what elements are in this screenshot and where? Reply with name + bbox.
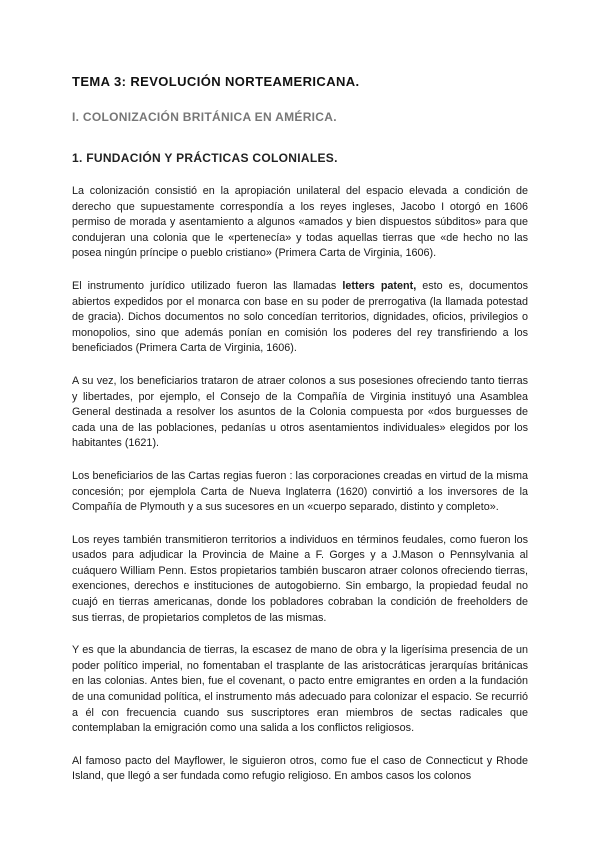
paragraph-5: Los reyes también transmitieron territorios a individuos en términos feudales, como fueron los usados para adjudicar la Provincia de Maine a F. Gorges y a J.Mason o Pennsylvania al cuáquero William Penn. Estos propietarios también buscaron atraer colonos ofreciendo tierras, exenciones, derechos e instituciones de autogobierno. Sin embargo, la propiedad feudal no cuajó en tierras americanas, donde los pobladores cobraban la condición de freeholders de sus tierras, de propietarios completos de las mismas. [72, 533, 528, 624]
paragraph-3: A su vez, los beneficiarios trataron de atraer colonos a sus posesiones ofreciendo tanto tierras y libertades, por ejemplo, el Consejo de la Compañía de Virginia instituyó una Asamblea General destinada a resolver los asuntos de la Colonia compuesta por «dos burguesses de cada una de las poblaciones, pedanías u otros asentamientos individuales» elegidos por los habitantes (1621). [72, 374, 528, 450]
paragraph-6: Y es que la abundancia de tierras, la escasez de mano de obra y la ligerísima presencia de un poder político imperial, no fomentaban el trasplante de las aristocráticas jerarquías británicas en las colonias. Antes bien, fue el covenant, o pacto entre emigrantes en orden a la fundación de una comunidad política, el instrumento más adecuado para colonizar el espacio. Se recurrió a él con frecuencia cuando sus suscriptores eran miembros de sectas radicales que contemplaban la emigración como una salida a los conflictos religiosos. [72, 644, 528, 735]
letters-patent-term: letters patent, [342, 279, 417, 292]
paragraph-2 [72, 279, 528, 357]
paragraph-1: La colonización consistió en la apropiación unilateral del espacio elevada a condición de derecho que supuestamente correspondía a los reyes ingleses, Jacobo I otorgó en 1606 permiso de morada y asentamiento a algunos «amados y bien dispuestos súbditos» para que condujeran una colonia que le «pertenecía» y todas aquellas tierras que «de hecho no las posea ningún príncipe o pueblo cristiano» (Primera Carta de Virginia, 1606). [72, 185, 528, 260]
paragraph-7: Al famoso pacto del Mayflower, le siguieron otros, como fue el caso de Connecticut y Rhode Island, que llegó a ser fundada como refugio religioso. En ambos casos los colonos [72, 754, 528, 783]
document-body [72, 184, 528, 785]
document-title: TEMA 3: REVOLUCIÓN NORTEAMERICANA. [72, 74, 360, 89]
paragraph-4: Los beneficiarios de las Cartas regias fueron : las corporaciones creadas en virtud de la misma concesión; por ejemplola Carta de Nueva Inglaterra (1620) convirtió a los inversores de la Compañía de Plymouth y a sus sucesores en un «cuerpo separado, distinto y completo». [72, 469, 528, 514]
paragraph-2-text-before: El instrumento jurídico utilizado fueron las llamadas [72, 279, 343, 292]
section-heading: I. COLONIZACIÓN BRITÁNICA EN AMÉRICA. [72, 110, 337, 124]
subsection-heading: 1. FUNDACIÓN Y PRÁCTICAS COLONIALES. [72, 151, 338, 165]
paragraph-2-text-after: esto es, documentos abiertos expedidos por el monarca con base en su poder de prerrogativa (la llamada potestad de gracia). Dichos documentos no solo concedían territorios, dignidades, oficios, privilegios o monopolios, sino que además ponían en comisión los poderes del rey transfiriendo a los beneficiados (Primera Carta de Virginia, 1606). [72, 279, 528, 355]
